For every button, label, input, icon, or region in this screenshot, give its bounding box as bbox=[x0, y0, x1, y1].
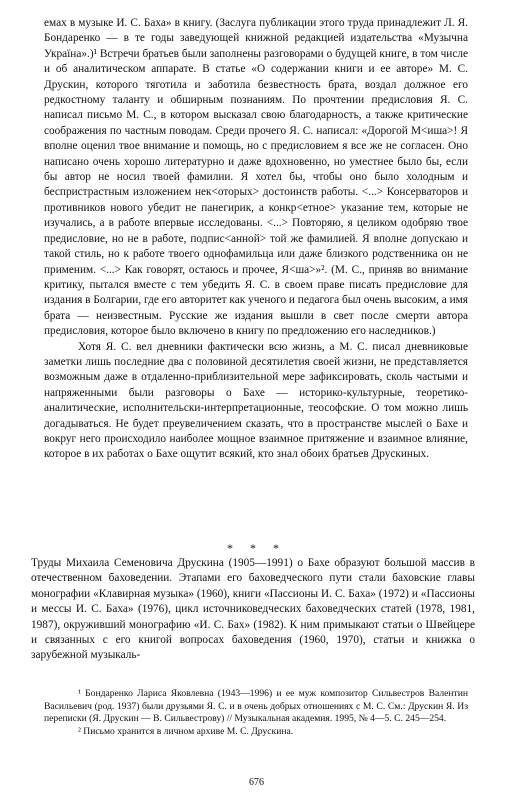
footnote-1: ¹ Бондаренко Лариса Яковлевна (1943—1996) и ее муж композитор Сильвестров Валентин Васильевич (род. 1937) были друзьями Я. С. и в очень добрых отношениях с М. С. См.: Друскин Я. Из переписки (Я. Друскин — В. Сильвестрову) // Музыкальная академия. 1995, № 4—5. С. 245—254. bbox=[44, 688, 468, 725]
footnotes bbox=[44, 688, 468, 738]
paragraph-3: Труды Михаила Семеновича Друскина (1905—1991) о Бахе образуют большой массив в отечественном баховедении. Этапами его баховедческого пути стали баховские главы монографии «Клавирная музыка» (1960), книги «Пассионы И. С. Баха» (1972) и «Пассионы и мессы И. С. Баха» (1976), цикл источниковедческих баховедческих статей (1978, 1981, 1987), окруживший монографию «И. С. Бах» (1982). К ним примыкают статьи о Швейцере и связанных с его книгой вопросах баховедения (1960, 1970), статьи и книжка о зарубежной музыкаль- bbox=[31, 557, 475, 662]
page-number: 676 bbox=[249, 777, 264, 788]
section-separator: * * * bbox=[227, 541, 286, 555]
main-text-top bbox=[44, 16, 468, 463]
main-text-bottom bbox=[31, 556, 475, 664]
paragraph-1: емах в музыке И. С. Баха» в книгу. (Заслуга публикации этого труда принадлежит Л. Я. Бондаренко — в те годы заведующей книжной редакцией издательства «Музычна Україна».)¹ Встречи братьев были заполнены разговорами о будущей книге, в том числе и об аналитическом аппарате. В статье «О содержании книги и ее авторе» М. С. Друскин, которого тяготила и заботила безвестность брата, воздал должное его редкостному таланту и обширным познаниям. По прочтении предисловия Я. С. написал письмо М. С., в котором высказал свою благодарность, а также критические соображения по частным поводам. Среди прочего Я. С. написал: «Дорогой М<иша>! Я вполне оценил твое внимание и помощь, но с предисловием я все же не согласен. Оно написано очень хорошо литературно и даже вдохновенно, но уместнее было бы, если бы автор не носил твоей фамилии. Я хотел бы, чтобы оно было холодным и беспристрастным изложением нек<оторых> достоинств работы. <...> Консерваторов и противников нового убедит не панегирик, а конкр<етное> указание тем, которые не изучались, а в работе впервые исследованы. <...> Повторяю, я целиком одобряю твое предисловие, но не в работе, подпис<анной> той же фамилией. Я вполне допускаю и такой стиль, но к работе твоего однофамильца или даже близкого родственника он не применим. <...> Как говорят, остаюсь и прочее, Я<ша>»². (М. С., приняв во внимание критику, пытался вместе с тем убедить Я. С. в своем праве писать предисловие для издания в Болгарии, где его авторитет как ученого и педагога был очень высоким, а имя брата — неизвестным. Русские же издания вышли в свет после смерти автора предисловия, которое было включено в книгу по предложению его наследников.) bbox=[44, 17, 468, 338]
paragraph-2: Хотя Я. С. вел дневники фактически всю жизнь, а М. С. писал дневниковые заметки лишь последние два с половиной десятилетия своей жизни, не представляется возможным даже в отдаленно-приблизительной мере зафиксировать, сколь частыми и напряженными были разговоры о Бахе — историко-культурные, теоретико-аналитические, исполнительски-интерпретационные, теософские. О том можно лишь догадываться. Не будет преувеличением сказать, что в пространстве мыслей о Бахе и вокруг него происходило наиболее мощное взаимное притяжение и взаимное влияние, которое в их работах о Бахе ощутит всякий, кто знал обоих братьев Друскиных. bbox=[44, 340, 468, 461]
footnote-2: ² Письмо хранится в личном архиве М. С. Друскина. bbox=[78, 725, 294, 737]
